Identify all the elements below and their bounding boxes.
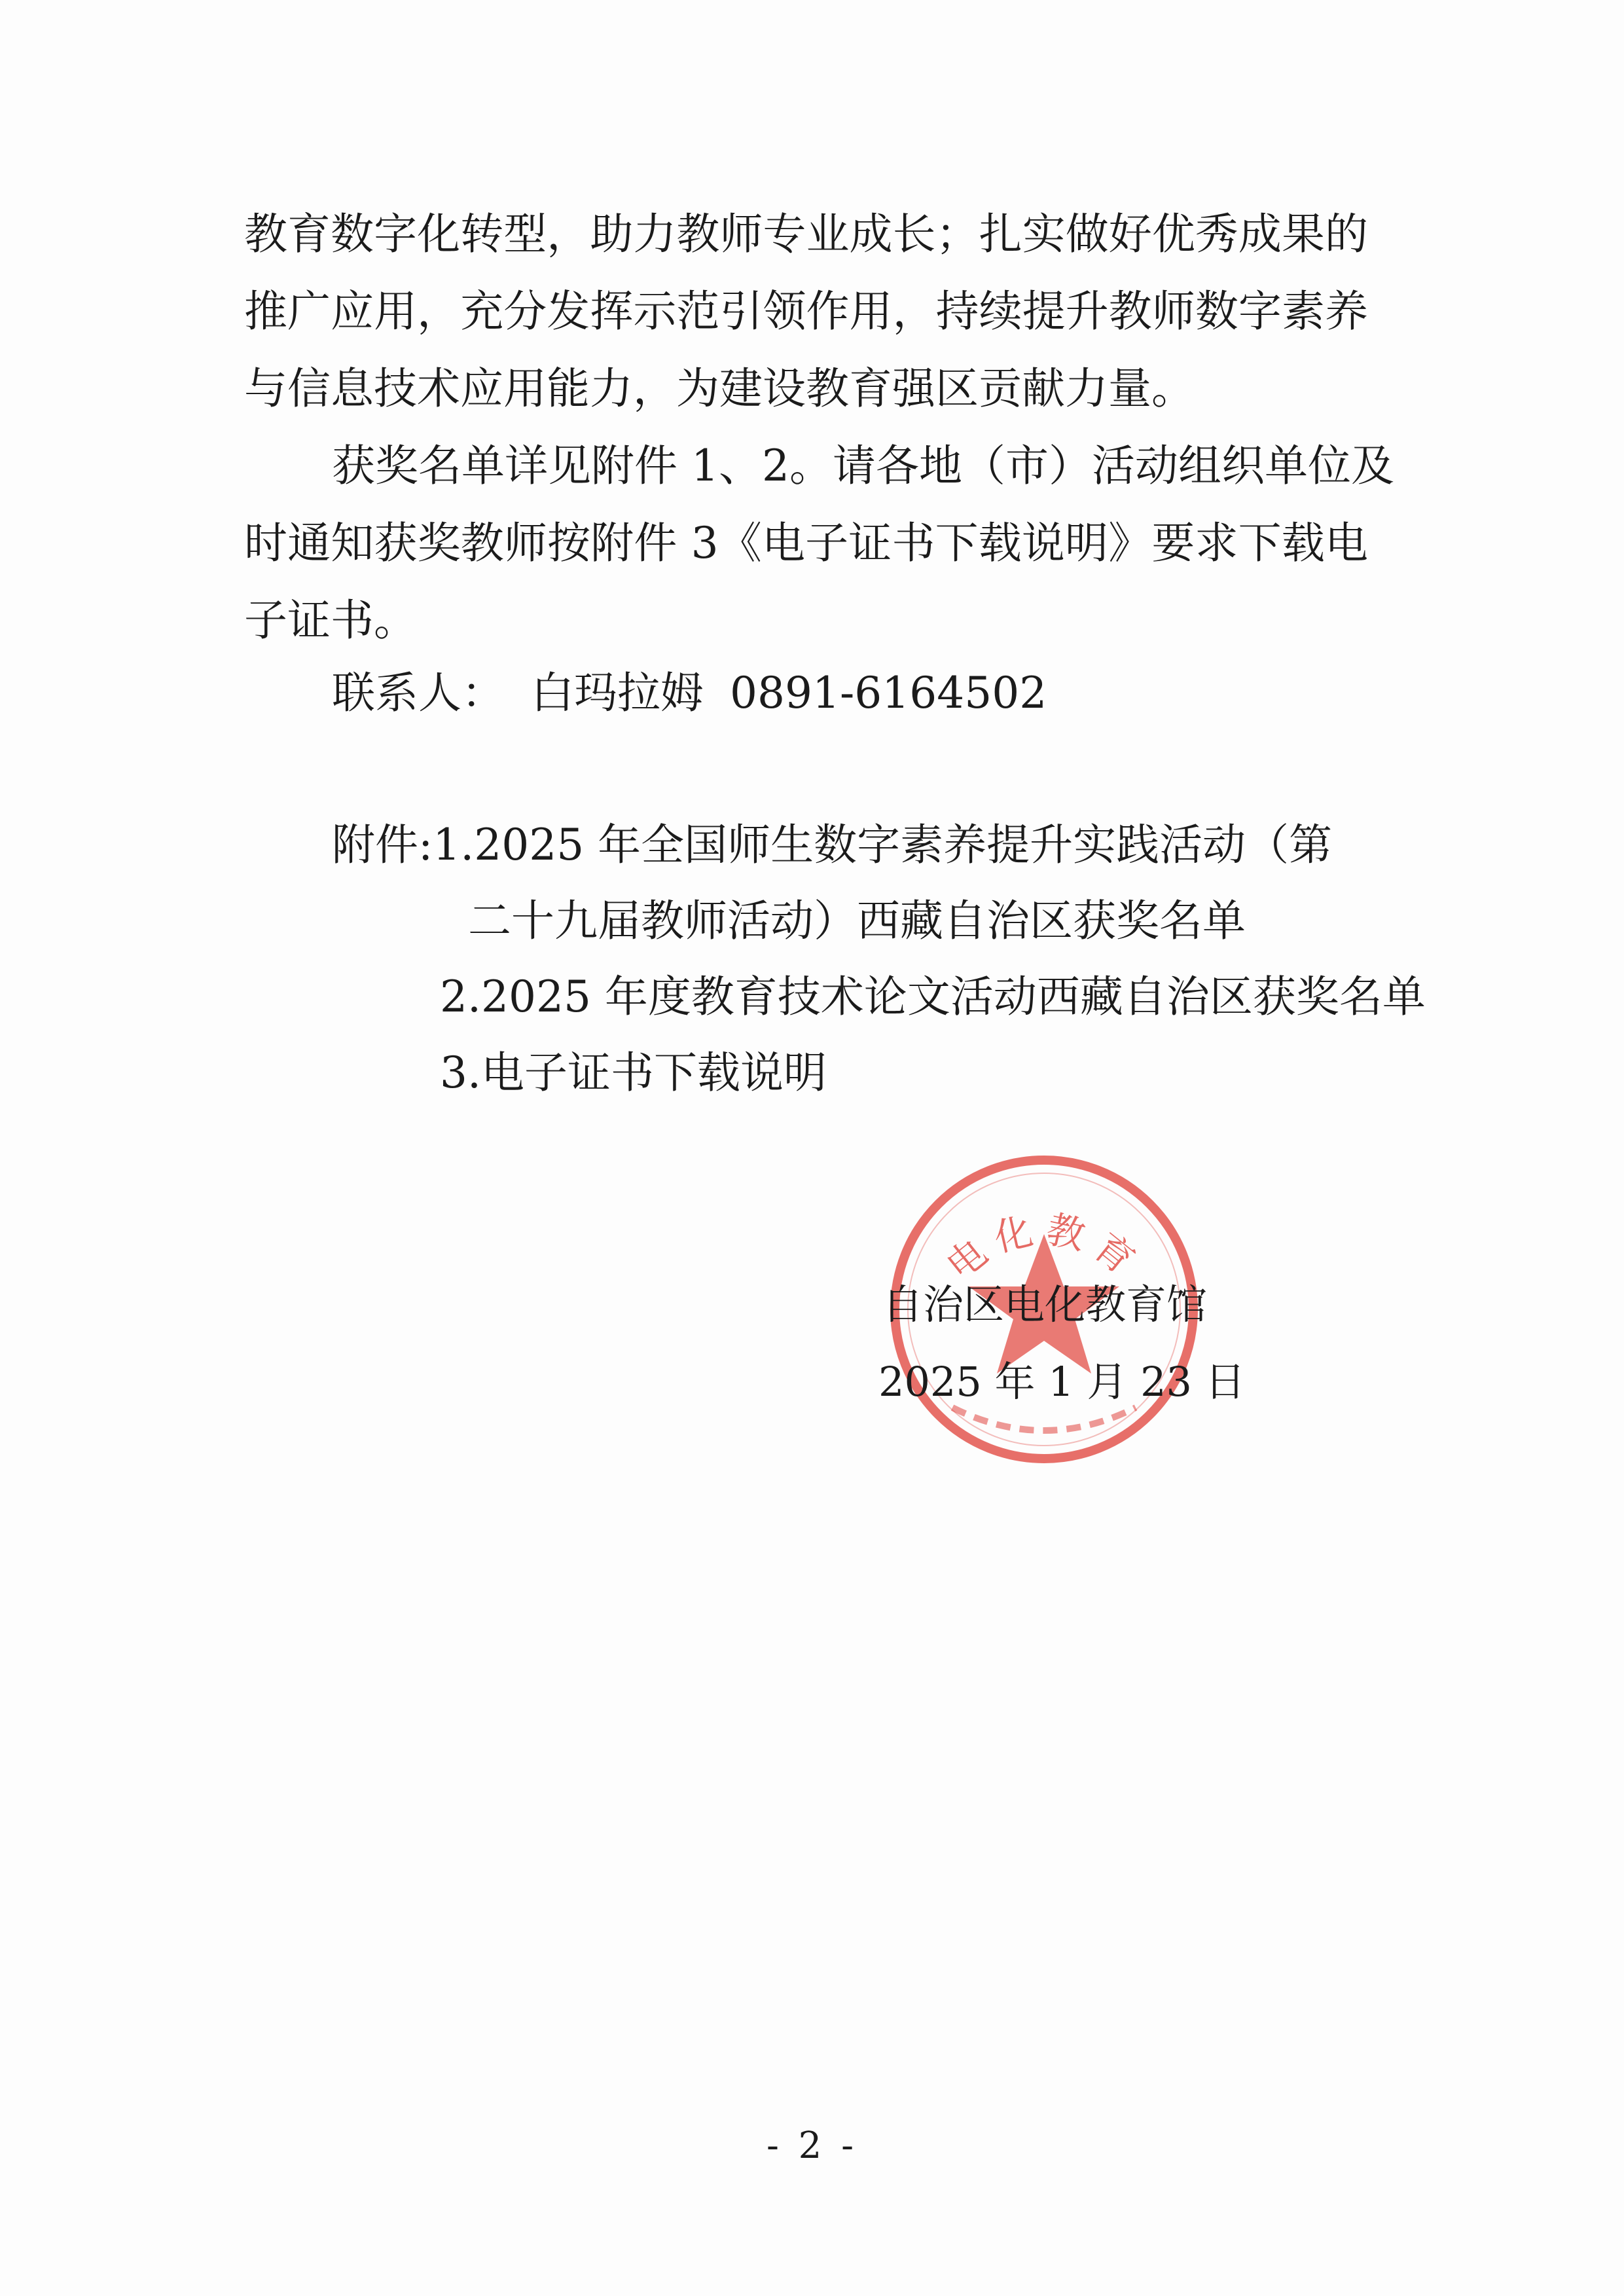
attachment-item-1: 1.2025 年全国师生数字素养提升实践活动（第: [433, 820, 1333, 870]
awards-line-2: 时通知获奖教师按附件 3《电子证书下载说明》要求下载电: [244, 518, 1368, 568]
body-line-2: 推广应用，充分发挥示范引领作用，持续提升教师数字素养: [244, 286, 1368, 337]
contact-label: 联系人：: [332, 668, 505, 718]
attachment-item-3: 3.电子证书下载说明: [440, 1048, 827, 1098]
body-line-1: 教育数字化转型，助力教师专业成长；扎实做好优秀成果的: [244, 209, 1368, 259]
attachments-line-1: [332, 820, 1333, 870]
page-number: - 2 -: [766, 2124, 858, 2167]
signature-date: 2025 年 1 月 23 日: [878, 1358, 1246, 1406]
attachments-label: 附件:: [332, 820, 433, 870]
contact-name: 白玛拉姆: [531, 668, 704, 718]
contact-phone: 0891-6164502: [730, 668, 1047, 718]
signature-organization: 自治区电化教育馆: [882, 1281, 1208, 1328]
awards-line-1: 获奖名单详见附件 1、2。请各地（市）活动组织单位及: [332, 441, 1394, 491]
seal-text: 电化教育: [938, 1207, 1150, 1289]
body-line-3: 与信息技术应用能力，为建设教育强区贡献力量。: [244, 363, 1195, 414]
contact-line: [332, 668, 1047, 718]
awards-line-3: 子证书。: [244, 595, 417, 646]
attachment-item-2: 2.2025 年度教育技术论文活动西藏自治区获奖名单: [440, 972, 1426, 1022]
attachment-item-1-continued: 二十九届教师活动）西藏自治区获奖名单: [468, 896, 1246, 946]
